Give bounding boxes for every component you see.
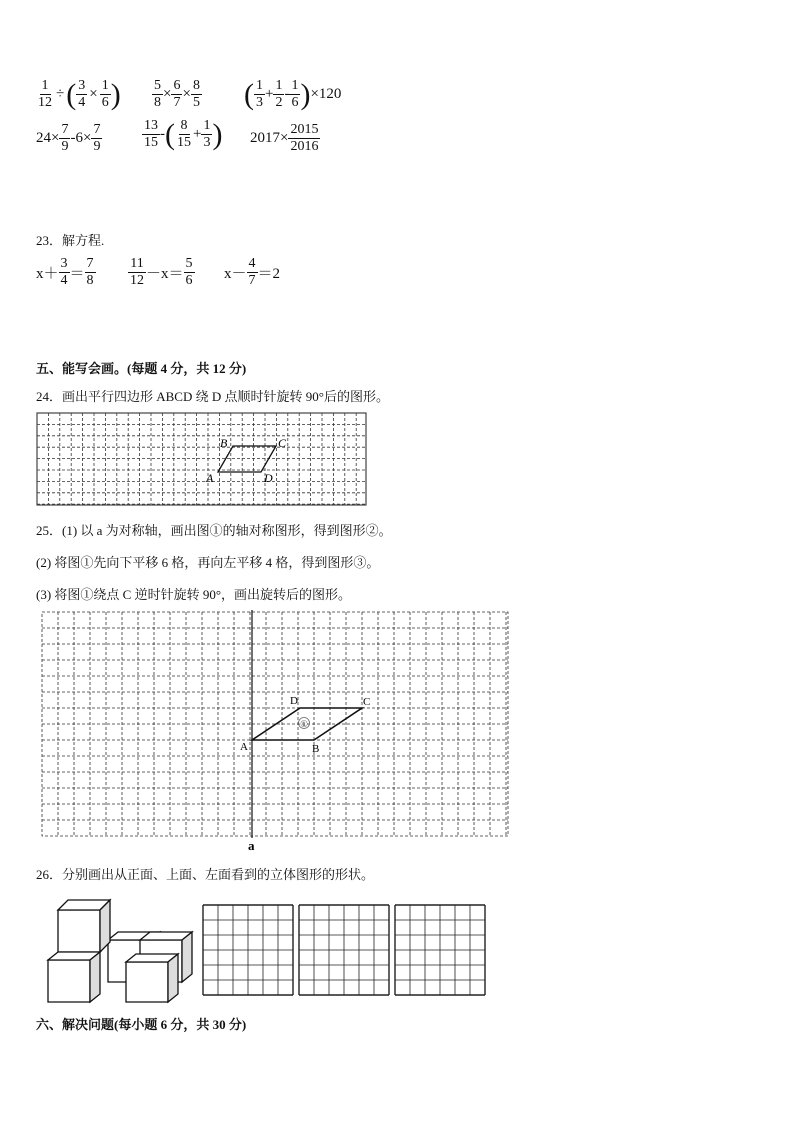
q25-label-c: C bbox=[363, 696, 371, 708]
q24-grid-border bbox=[37, 413, 366, 505]
q25-grid bbox=[40, 610, 512, 854]
q26-grid-top[interactable] bbox=[298, 904, 390, 996]
cube-front-left-side bbox=[90, 952, 100, 1002]
calc-1-2: $\frac{5}{8}$ × $\frac{6}{7}$ × $\frac{8}{5}$ bbox=[154, 78, 200, 110]
q23-eq2: $\frac{11}{12}$ －x＝ $\frac{5}{6}$ bbox=[130, 256, 193, 288]
calc-2-1: 24× $\frac{7}{9}$ -6× $\frac{7}{9}$ bbox=[36, 122, 101, 154]
q25-line2: (2) 将图①先向下平移 6 格，再向左平移 4 格，得到图形③。 bbox=[36, 555, 380, 570]
calc-1-3: ( $\frac{1}{3}$ + $\frac{1}{2}$ - $\frac{1}{6}$ ) ×120 bbox=[244, 77, 342, 111]
q25-line1: 25．(1) 以 a 为对称轴，画出图①的轴对称图形，得到图形②。 bbox=[36, 523, 392, 538]
cube-top-side bbox=[100, 900, 110, 952]
q26-cubes bbox=[44, 896, 196, 1006]
q26-grid-front[interactable] bbox=[202, 904, 294, 996]
q24-grid bbox=[36, 412, 367, 506]
q23-title: 23．解方程. bbox=[36, 233, 105, 248]
calc-2-3: 2017× $\frac{2015}{2016}$ bbox=[250, 122, 319, 154]
cube-front-right-front bbox=[126, 962, 168, 1002]
q25-axis-label: a bbox=[248, 838, 255, 853]
cube-front-left-front bbox=[48, 960, 90, 1002]
q25-label-b: B bbox=[312, 743, 320, 755]
q24-gridlines bbox=[37, 413, 366, 505]
q24-label-c: C bbox=[278, 436, 287, 450]
section6-heading: 六、解决问题(每小题 6 分，共 30 分) bbox=[36, 1017, 247, 1032]
calc-1-1: $\frac{1}{12}$ ÷ ( $\frac{3}{4}$ × $\frac{1}{6}$ ) bbox=[38, 77, 121, 111]
cube-front-right-side bbox=[168, 954, 178, 1002]
calc-2-2: $\frac{13}{15}$ - ( $\frac{8}{15}$ + $\frac{1}{3}$ ) bbox=[144, 117, 223, 151]
q26-text: 26．分别画出从正面、上面、左面看到的立体图形的形状。 bbox=[36, 867, 375, 882]
cube-top-front bbox=[58, 910, 100, 952]
section5-heading: 五、能写会画。(每题 4 分，共 12 分) bbox=[36, 361, 247, 376]
q25-fig-label: ① bbox=[300, 719, 309, 729]
q24-text: 24．画出平行四边形 ABCD 绕 D 点顺时针旋转 90°后的图形。 bbox=[36, 389, 389, 404]
q24-label-d: D bbox=[264, 471, 273, 485]
q23-eq1: x＋ $\frac{3}{4}$ ＝ $\frac{7}{8}$ bbox=[36, 256, 94, 288]
q25-label-a: A bbox=[240, 741, 248, 753]
q24-label-a: A bbox=[206, 471, 214, 485]
q25-line3: (3) 将图①绕点 C 逆时针旋转 90°，画出旋转后的图形。 bbox=[36, 587, 352, 602]
q26-grid-left[interactable] bbox=[394, 904, 486, 996]
q25-label-d: D bbox=[290, 695, 298, 707]
q23-eq3: x－ $\frac{4}{7}$ ＝2 bbox=[224, 256, 281, 288]
cube-back-right-side bbox=[182, 932, 192, 982]
q24-label-b: B bbox=[220, 436, 228, 450]
